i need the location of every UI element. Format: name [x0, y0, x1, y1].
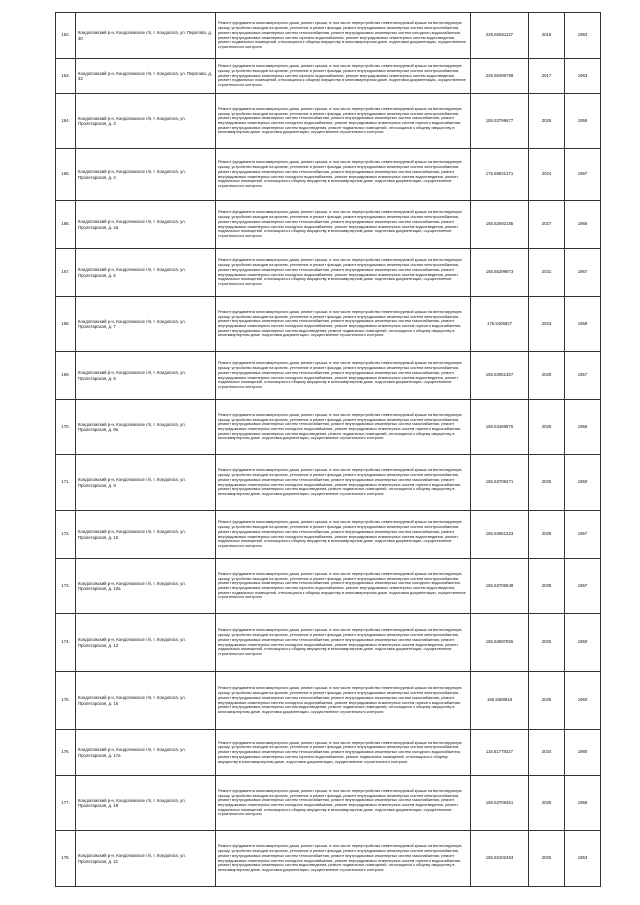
built-year-cell: 1957: [565, 352, 601, 400]
table-row: [56, 672, 601, 730]
table-row: [56, 352, 601, 400]
cost-cell: 155.53708471: [471, 455, 529, 511]
built-year-cell: 1966: [565, 201, 601, 249]
address-cell: Кондопожский р-н, Кондопожское г/п, г. Кондопога, ул. Пролетарская, д. 4: [76, 149, 216, 201]
row-number: 165.: [56, 149, 76, 201]
planned-year-cell: 2026: [529, 831, 565, 887]
table-row: [56, 614, 601, 672]
address-cell: Кондопожский р-н, Кондопожское г/п, г. Кондопога, ул. Пролетарская, д. 21: [76, 831, 216, 887]
built-year-cell: 1953: [565, 831, 601, 887]
works-cell: Ремонт фундамента многоквартирного дома, ремонт крыши, в том числе переустройство невентилируемой крыши на вентилируемую крышу, устройство выходов на кровлю, утепление и ремонт фасада, ремонт внутридомовых инженерных систем электроснабжения, ремонт внутридомовых инженерных систем теплоснабжения, ремонт внутридомовых инженерных систем холодного водоснабжения, ремонт внутридомовых инженерных систем горячего водоснабжения, ремонт внутридомовых инженерных систем водоотведения, ремонт подвальных помещений, относящихся к общему имуществу в многоквартирном доме, подготовка документации, осуществление строительного контроля: [216, 559, 471, 614]
works-cell: Ремонт фундамента многоквартирного дома, ремонт крыши, в том числе переустройство невентилируемой крыши на вентилируемую крышу, устройство выходов на кровлю, утепление и ремонт фасада, ремонт внутридомовых инженерных систем электроснабжения, ремонт внутридомовых инженерных систем теплоснабжения, ремонт внутридомовых инженерных систем газоснабжения, ремонт внутридомовых инженерных систем холодного водоснабжения, ремонт внутридомовых инженерных систем горячего водоснабжения, ремонт внутридомовых инженерных систем водоотведения, ремонт подвальных помещений, относящихся к общему имуществу в многоквартирном доме, подготовка документации, осуществление строительного контроля: [216, 400, 471, 455]
address-cell: Кондопожский р-н, Кондопожское г/п, г. Кондопога, ул. Пирогова, д. 33: [76, 59, 216, 94]
cost-cell: 155.53469876: [471, 400, 529, 455]
cost-cell: 175.5406827: [471, 297, 529, 352]
built-year-cell: 1963: [565, 59, 601, 94]
row-number: 162.: [56, 13, 76, 59]
works-cell: Ремонт фундамента многоквартирного дома, ремонт крыши, в том числе переустройство невентилируемой крыши на вентилируемую крышу, устройство выходов на кровлю, утепление и ремонт фасада, ремонт внутридомовых инженерных систем электроснабжения, ремонт внутридомовых инженерных систем теплоснабжения, ремонт внутридомовых инженерных систем газоснабжения, ремонт внутридомовых инженерных систем холодного водоснабжения, ремонт внутридомовых инженерных систем горячего водоснабжения, ремонт внутридомовых инженерных систем водоотведения, ремонт подвальных помещений, относящихся к общему имуществу в многоквартирном доме, подготовка документации, осуществление строительного контроля: [216, 297, 471, 352]
address-cell: Кондопожский р-н, Кондопожское г/п, г. Кондопога, ул. Пролетарская, д. 18: [76, 776, 216, 831]
works-cell: Ремонт фундамента многоквартирного дома, ремонт крыши, в том числе переустройство невентилируемой крыши на вентилируемую крышу, устройство выходов на кровлю, утепление и ремонт фасада, ремонт внутридомовых инженерных систем электроснабжения, ремонт внутридомовых инженерных систем теплоснабжения, ремонт внутридомовых инженерных систем газоснабжения, ремонт внутридомовых инженерных систем холодного водоснабжения, ремонт внутридомовых инженерных систем горячего водоснабжения, ремонт внутридомовых инженерных систем водоотведения, ремонт подвальных помещений, относящихся к общему имуществу в многоквартирном доме, подготовка документации, осуществление строительного контроля: [216, 94, 471, 149]
built-year-cell: 1967: [565, 559, 601, 614]
table-row: [56, 831, 601, 887]
cost-cell: 155.53697865: [471, 614, 529, 672]
cost-cell: 155.53102463: [471, 831, 529, 887]
works-cell: Ремонт фундамента многоквартирного дома, ремонт крыши, в том числе переустройство невентилируемой крыши на вентилируемую крышу, устройство выходов на кровлю, утепление и ремонт фасада, ремонт внутридомовых инженерных систем электроснабжения, ремонт внутридомовых инженерных систем теплоснабжения, ремонт внутридомовых инженерных систем газоснабжения, ремонт внутридомовых инженерных систем холодного водоснабжения, ремонт внутридомовых инженерных систем водоотведения, ремонт подвальных помещений, относящихся к общему имуществу в многоквартирном доме, подготовка документации, осуществление строительного контроля: [216, 614, 471, 672]
cost-cell: 155.53061223: [471, 511, 529, 559]
planned-year-cell: 2029: [529, 352, 565, 400]
built-year-cell: 1960: [565, 614, 601, 672]
cost-cell: 155.5369818: [471, 672, 529, 730]
table-row: [56, 559, 601, 614]
cost-cell: 225.56496799: [471, 59, 529, 94]
built-year-cell: 1957: [565, 511, 601, 559]
capital-repair-table: [55, 12, 601, 887]
address-cell: Кондопожский р-н, Кондопожское г/п, г. Кондопога, ул. Пролетарская, д. 5: [76, 249, 216, 297]
cost-cell: 155.55299873: [471, 249, 529, 297]
built-year-cell: 1960: [565, 455, 601, 511]
address-cell: Кондопожский р-н, Кондопожское г/п, г. Кондопога, ул. Пирогова, д. 30: [76, 13, 216, 59]
address-cell: Кондопожский р-н, Кондопожское г/п, г. Кондопога, ул. Пролетарская, д. 7: [76, 297, 216, 352]
built-year-cell: 1963: [565, 13, 601, 59]
cost-cell: 115.51778327: [471, 730, 529, 776]
planned-year-cell: 2024: [529, 149, 565, 201]
planned-year-cell: 2034: [529, 730, 565, 776]
table-row: [56, 730, 601, 776]
row-number: 170.: [56, 400, 76, 455]
works-cell: Ремонт фундамента многоквартирного дома, ремонт крыши, в том числе переустройство невентилируемой крыши на вентилируемую крышу, устройство выходов на кровлю, утепление и ремонт фасада, ремонт внутридомовых инженерных систем электроснабжения, ремонт внутридомовых инженерных систем теплоснабжения, ремонт внутридомовых инженерных систем газоснабжения, ремонт внутридомовых инженерных систем холодного водоснабжения, ремонт внутридомовых инженерных систем водоотведения, ремонт подвальных помещений, относящихся к общему имуществу в многоквартирном доме, подготовка документации, осуществление строительного контроля: [216, 149, 471, 201]
works-cell: Ремонт фундамента многоквартирного дома, ремонт крыши, в том числе переустройство невентилируемой крыши на вентилируемую крышу, устройство выходов на кровлю, утепление и ремонт фасада, ремонт внутридомовых инженерных систем электроснабжения, ремонт внутридомовых инженерных систем теплоснабжения, ремонт внутридомовых инженерных систем газоснабжения, ремонт внутридомовых инженерных систем холодного водоснабжения, ремонт внутридомовых инженерных систем водоотведения, ремонт подвальных помещений, относящихся к общему имуществу в многоквартирном доме, подготовка документации, осуществление строительного контроля: [216, 352, 471, 400]
address-cell: Кондопожский р-н, Кондопожское г/п, г. Кондопога, ул. Пролетарская, д. 10а: [76, 559, 216, 614]
planned-year-cell: 2029: [529, 511, 565, 559]
row-number: 175.: [56, 672, 76, 730]
table-row: [56, 13, 601, 59]
row-number: 172.: [56, 511, 76, 559]
works-cell: Ремонт фундамента многоквартирного дома, ремонт крыши, в том числе переустройство невентилируемой крыши на вентилируемую крышу, устройство выходов на кровлю, утепление и ремонт фасада, ремонт внутридомовых инженерных систем электроснабжения, ремонт внутридомовых инженерных систем теплоснабжения, ремонт внутридомовых инженерных систем холодного водоснабжения, ремонт внутридомовых инженерных систем горячего водоснабжения, ремонт внутридомовых инженерных систем водоотведения, ремонт подвальных помещений, относящихся к общему имуществу в многоквартирном доме, подготовка документации, осуществление строительного контроля: [216, 13, 471, 59]
works-cell: Ремонт фундамента многоквартирного дома, ремонт крыши, в том числе переустройство невентилируемой крыши на вентилируемую крышу, устройство выходов на кровлю, утепление и ремонт фасада, ремонт внутридомовых инженерных систем электроснабжения, ремонт внутридомовых инженерных систем теплоснабжения, ремонт внутридомовых инженерных систем холодного водоснабжения, ремонт внутридомовых инженерных систем горячего водоснабжения, ремонт подвальных помещений, относящихся к общему имуществу в многоквартирном доме, подготовка документации, осуществление строительного контроля: [216, 730, 471, 776]
row-number: 178.: [56, 831, 76, 887]
address-cell: Кондопожский р-н, Кондопожское г/п, г. Кондопога, ул. Пролетарская, д. 16: [76, 672, 216, 730]
built-year-cell: 1967: [565, 249, 601, 297]
cost-cell: 175.59831371: [471, 149, 529, 201]
works-cell: Ремонт фундамента многоквартирного дома, ремонт крыши, в том числе переустройство невентилируемой крыши на вентилируемую крышу, устройство выходов на кровлю, утепление и ремонт фасада, ремонт внутридомовых инженерных систем электроснабжения, ремонт внутридомовых инженерных систем теплоснабжения, ремонт внутридомовых инженерных систем газоснабжения, ремонт внутридомовых инженерных систем холодного водоснабжения, ремонт внутридомовых инженерных систем горячего водоснабжения, ремонт внутридомовых инженерных систем водоотведения, ремонт подвальных помещений, относящихся к общему имуществу в многоквартирном доме, подготовка документации, осуществление строительного контроля: [216, 455, 471, 511]
row-number: 171.: [56, 455, 76, 511]
table-row: [56, 94, 601, 149]
works-cell: Ремонт фундамента многоквартирного дома, ремонт крыши, в том числе переустройство невентилируемой крыши на вентилируемую крышу, устройство выходов на кровлю, утепление и ремонт фасада, ремонт внутридомовых инженерных систем электроснабжения, ремонт внутридомовых инженерных систем теплоснабжения, ремонт внутридомовых инженерных систем газоснабжения, ремонт внутридомовых инженерных систем холодного водоснабжения, ремонт внутридомовых инженерных систем водоотведения, ремонт подвальных помещений, относящихся к общему имуществу в многоквартирном доме, подготовка документации, осуществление строительного контроля: [216, 511, 471, 559]
planned-year-cell: 2025: [529, 455, 565, 511]
cost-cell: 155.53706848: [471, 559, 529, 614]
cost-cell: 155.53708461: [471, 776, 529, 831]
planned-year-cell: 2026: [529, 400, 565, 455]
cost-cell: 155.53799677: [471, 94, 529, 149]
address-cell: Кондопожский р-н, Кондопожское г/п, г. Кондопога, ул. Пролетарская, д. 8а: [76, 400, 216, 455]
row-number: 169.: [56, 352, 76, 400]
address-cell: Кондопожский р-н, Кондопожское г/п, г. Кондопога, ул. Пролетарская, д. 4а: [76, 201, 216, 249]
works-cell: Ремонт фундамента многоквартирного дома, ремонт крыши, в том числе переустройство невентилируемой крыши на вентилируемую крышу, устройство выходов на кровлю, утепление и ремонт фасада, ремонт внутридомовых инженерных систем электроснабжения, ремонт внутридомовых инженерных систем теплоснабжения, ремонт внутридомовых инженерных систем газоснабжения, ремонт внутридомовых инженерных систем холодного водоснабжения, ремонт внутридомовых инженерных систем горячего водоснабжения, ремонт внутридомовых инженерных систем водоотведения, ремонт подвальных помещений, относящихся к общему имуществу в многоквартирном доме, подготовка документации, осуществление строительного контроля: [216, 831, 471, 887]
table-row: [56, 400, 601, 455]
planned-year-cell: 2025: [529, 776, 565, 831]
address-cell: Кондопожский р-н, Кондопожское г/п, г. Кондопога, ул. Пролетарская, д. 10: [76, 511, 216, 559]
row-number: 177.: [56, 776, 76, 831]
works-cell: Ремонт фундамента многоквартирного дома, ремонт крыши, в том числе переустройство невентилируемой крыши на вентилируемую крышу, устройство выходов на кровлю, утепление и ремонт фасада, ремонт внутридомовых инженерных систем электроснабжения, ремонт внутридомовых инженерных систем теплоснабжения, ремонт внутридомовых инженерных систем газоснабжения, ремонт внутридомовых инженерных систем холодного водоснабжения, ремонт внутридомовых инженерных систем водоотведения, ремонт подвальных помещений, относящихся к общему имуществу в многоквартирном доме, подготовка документации, осуществление строительного контроля: [216, 776, 471, 831]
row-number: 174.: [56, 614, 76, 672]
address-cell: Кондопожский р-н, Кондопожское г/п, г. Кондопога, ул. Пролетарская, д. 13: [76, 614, 216, 672]
planned-year-cell: 2027: [529, 201, 565, 249]
address-cell: Кондопожский р-н, Кондопожское г/п, г. Кондопога, ул. Пролетарская, д. 9: [76, 455, 216, 511]
works-cell: Ремонт фундамента многоквартирного дома, ремонт крыши, в том числе переустройство невентилируемой крыши на вентилируемую крышу, устройство выходов на кровлю, утепление и ремонт фасада, ремонт внутридомовых инженерных систем электроснабжения, ремонт внутридомовых инженерных систем теплоснабжения, ремонт внутридомовых инженерных систем газоснабжения, ремонт внутридомовых инженерных систем холодного водоснабжения, ремонт внутридомовых инженерных систем водоотведения, ремонт подвальных помещений, относящихся к общему имуществу в многоквартирном доме, подготовка документации, осуществление строительного контроля: [216, 249, 471, 297]
planned-year-cell: 2023: [529, 297, 565, 352]
row-number: 173.: [56, 559, 76, 614]
row-number: 166.: [56, 201, 76, 249]
works-cell: Ремонт фундамента многоквартирного дома, ремонт крыши, в том числе переустройство невентилируемой крыши на вентилируемую крышу, устройство выходов на кровлю, утепление и ремонт фасада, ремонт внутридомовых инженерных систем электроснабжения, ремонт внутридомовых инженерных систем теплоснабжения, ремонт внутридомовых инженерных систем газоснабжения, ремонт внутридомовых инженерных систем холодного водоснабжения, ремонт внутридомовых инженерных систем горячего водоснабжения, ремонт внутридомовых инженерных систем водоотведения, ремонт подвальных помещений, относящихся к общему имуществу в многоквартирном доме, подготовка документации, осуществление строительного контроля: [216, 672, 471, 730]
table-row: [56, 201, 601, 249]
row-number: 164.: [56, 94, 76, 149]
planned-year-cell: 2026: [529, 614, 565, 672]
planned-year-cell: 2016: [529, 13, 565, 59]
planned-year-cell: 2025: [529, 94, 565, 149]
table-row: [56, 59, 601, 94]
planned-year-cell: 2017: [529, 59, 565, 94]
address-cell: Кондопожский р-н, Кондопожское г/п, г. Кондопога, ул. Пролетарская, д. 8: [76, 352, 216, 400]
cost-cell: 225.56061137: [471, 13, 529, 59]
table-row: [56, 149, 601, 201]
table-row: [56, 297, 601, 352]
works-cell: Ремонт фундамента многоквартирного дома, ремонт крыши, в том числе переустройство невентилируемой крыши на вентилируемую крышу, устройство выходов на кровлю, утепление и ремонт фасада, ремонт внутридомовых инженерных систем электроснабжения, ремонт внутридомовых инженерных систем теплоснабжения, ремонт внутридомовых инженерных систем газоснабжения, ремонт внутридомовых инженерных систем холодного водоснабжения, ремонт внутридомовых инженерных систем водоотведения, ремонт подвальных помещений, относящихся к общему имуществу в многоквартирном доме, подготовка документации, осуществление строительного контроля: [216, 201, 471, 249]
row-number: 168.: [56, 297, 76, 352]
address-cell: Кондопожский р-н, Кондопожское г/п, г. Кондопога, ул. Пролетарская, д. 3: [76, 94, 216, 149]
built-year-cell: 1967: [565, 149, 601, 201]
built-year-cell: 1966: [565, 400, 601, 455]
row-number: 167.: [56, 249, 76, 297]
table-row: [56, 249, 601, 297]
row-number: 163.: [56, 59, 76, 94]
table-row: [56, 776, 601, 831]
planned-year-cell: 2025: [529, 672, 565, 730]
cost-cell: 155.53061357: [471, 352, 529, 400]
table-body: [56, 13, 601, 887]
table-row: [56, 455, 601, 511]
built-year-cell: 1959: [565, 297, 601, 352]
built-year-cell: 1960: [565, 672, 601, 730]
address-cell: Кондопожский р-н, Кондопожское г/п, г. Кондопога, ул. Пролетарская, д. 17а: [76, 730, 216, 776]
planned-year-cell: 2028: [529, 559, 565, 614]
built-year-cell: 1958: [565, 776, 601, 831]
built-year-cell: 1959: [565, 94, 601, 149]
cost-cell: 155.52692185: [471, 201, 529, 249]
table-row: [56, 511, 601, 559]
planned-year-cell: 2031: [529, 249, 565, 297]
built-year-cell: 1980: [565, 730, 601, 776]
row-number: 176.: [56, 730, 76, 776]
works-cell: Ремонт фундамента многоквартирного дома, ремонт крыши, в том числе переустройство невентилируемой крыши на вентилируемую крышу, устройство выходов на кровлю, утепление и ремонт фасада, ремонт внутридомовых инженерных систем электроснабжения, ремонт внутридомовых инженерных систем горячего водоснабжения, ремонт внутридомовых инженерных систем водоотведения, ремонт подвальных помещений, относящихся к общему имуществу в многоквартирном доме, подготовка документации, осуществление строительного контроля: [216, 59, 471, 94]
